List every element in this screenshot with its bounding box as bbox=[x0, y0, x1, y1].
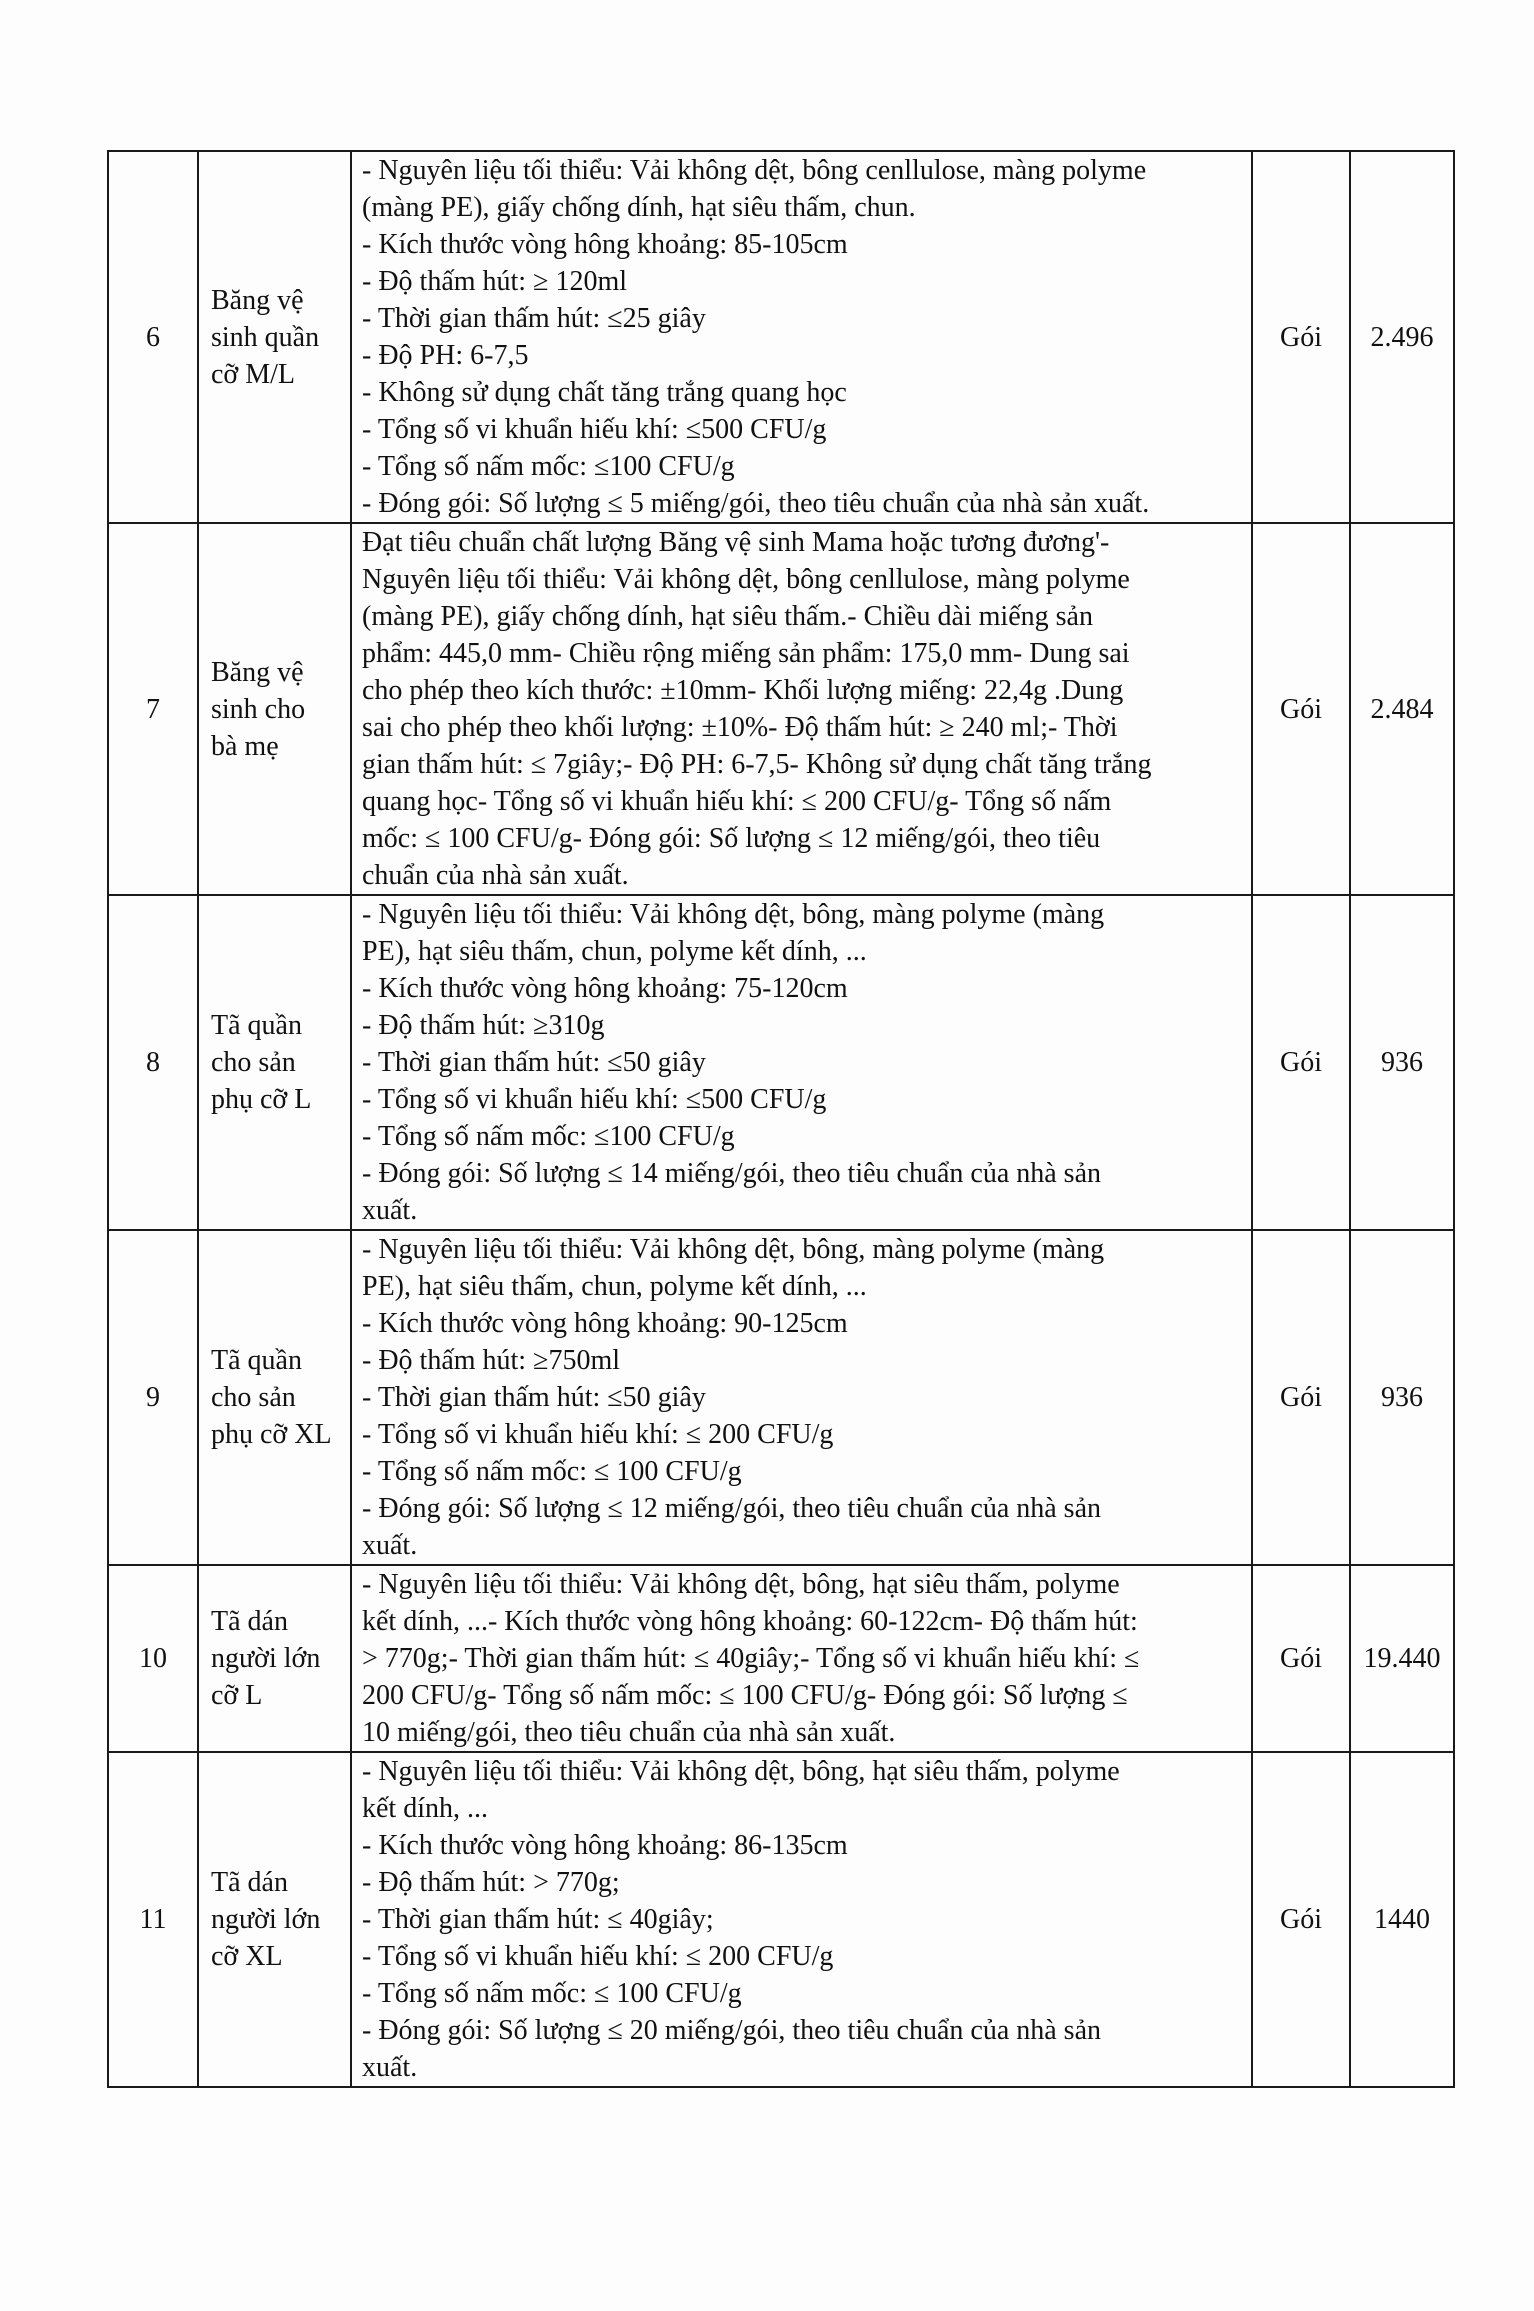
unit: Gói bbox=[1252, 1230, 1350, 1565]
product-name bbox=[198, 151, 351, 523]
specification-line: - Tổng số nấm mốc: ≤ 100 CFU/g bbox=[362, 1456, 742, 1487]
product-name-line: cho sản bbox=[211, 1047, 296, 1078]
specification-line: - Đóng gói: Số lượng ≤ 5 miếng/gói, theo tiêu chuẩn của nhà sản xuất. bbox=[362, 488, 1150, 519]
quantity: 2.496 bbox=[1350, 151, 1454, 523]
row-number: 11 bbox=[108, 1752, 198, 2087]
specification-table-body bbox=[108, 151, 1454, 2087]
unit: Gói bbox=[1252, 1565, 1350, 1752]
specification-line: - Đóng gói: Số lượng ≤ 12 miếng/gói, theo tiêu chuẩn của nhà sản bbox=[362, 1493, 1102, 1524]
product-name bbox=[198, 1230, 351, 1565]
product-name-line: cỡ L bbox=[211, 1680, 263, 1711]
specification-table bbox=[107, 150, 1455, 2088]
specification-line: - Tổng số vi khuẩn hiếu khí: ≤ 200 CFU/g bbox=[362, 1941, 834, 1972]
specification-line: quang học- Tổng số vi khuẩn hiếu khí: ≤ 200 CFU/g- Tổng số nấm bbox=[362, 786, 1112, 817]
row-number: 9 bbox=[108, 1230, 198, 1565]
row-number: 6 bbox=[108, 151, 198, 523]
specification-line: cho phép theo kích thước: ±10mm- Khối lượng miếng: 22,4g .Dung bbox=[362, 675, 1124, 706]
unit: Gói bbox=[1252, 1752, 1350, 2087]
specification-line: - Không sử dụng chất tăng trắng quang học bbox=[362, 377, 847, 408]
specification-line: xuất. bbox=[362, 2052, 418, 2083]
quantity: 1440 bbox=[1350, 1752, 1454, 2087]
specification-line: - Kích thước vòng hông khoảng: 86-135cm bbox=[362, 1830, 848, 1861]
specification-line: 10 miếng/gói, theo tiêu chuẩn của nhà sản xuất. bbox=[362, 1717, 896, 1748]
product-name bbox=[198, 1565, 351, 1752]
product-name-line: Băng vệ bbox=[211, 656, 304, 688]
specification-line: - Kích thước vòng hông khoảng: 90-125cm bbox=[362, 1308, 848, 1339]
specification-line: chuẩn của nhà sản xuất. bbox=[362, 860, 629, 891]
specification-line: - Tổng số vi khuẩn hiếu khí: ≤500 CFU/g bbox=[362, 1084, 827, 1115]
product-name-line: người lớn bbox=[211, 1904, 321, 1935]
table-row bbox=[108, 151, 1454, 523]
product-name-line: Tã dán bbox=[211, 1867, 288, 1898]
product-name-line: sinh cho bbox=[211, 693, 306, 725]
specification-line: - Độ thấm hút: ≥ 120ml bbox=[362, 266, 628, 297]
row-number: 7 bbox=[108, 523, 198, 895]
specification-line: - Tổng số vi khuẩn hiếu khí: ≤ 200 CFU/g bbox=[362, 1419, 834, 1450]
specification-line: (màng PE), giấy chống dính, hạt siêu thấm, chun. bbox=[362, 192, 916, 223]
specification-line: kết dính, ... bbox=[362, 1793, 488, 1824]
technical-specification bbox=[351, 151, 1252, 523]
specification-line: - Nguyên liệu tối thiểu: Vải không dệt, bông, màng polyme (màng bbox=[362, 899, 1105, 930]
quantity: 936 bbox=[1350, 895, 1454, 1230]
product-name-line: Tã quần bbox=[211, 1345, 302, 1376]
row-number: 10 bbox=[108, 1565, 198, 1752]
unit: Gói bbox=[1252, 151, 1350, 523]
technical-specification bbox=[351, 1565, 1252, 1752]
specification-line: PE), hạt siêu thấm, chun, polyme kết dính, ... bbox=[362, 936, 867, 967]
specification-line: xuất. bbox=[362, 1195, 418, 1226]
specification-line: - Đóng gói: Số lượng ≤ 20 miếng/gói, theo tiêu chuẩn của nhà sản bbox=[362, 2015, 1102, 2046]
specification-line: (màng PE), giấy chống dính, hạt siêu thấm.- Chiều dài miếng sản bbox=[362, 601, 1093, 632]
specification-line: - Nguyên liệu tối thiểu: Vải không dệt, bông cenllulose, màng polyme bbox=[362, 155, 1147, 186]
specification-line: - Thời gian thấm hút: ≤50 giây bbox=[362, 1047, 706, 1078]
technical-specification bbox=[351, 523, 1252, 895]
specification-line: PE), hạt siêu thấm, chun, polyme kết dính, ... bbox=[362, 1271, 867, 1302]
quantity: 936 bbox=[1350, 1230, 1454, 1565]
unit: Gói bbox=[1252, 523, 1350, 895]
specification-line: - Độ thấm hút: > 770g; bbox=[362, 1867, 620, 1898]
product-name-line: Tã dán bbox=[211, 1606, 288, 1637]
specification-line: - Tổng số nấm mốc: ≤ 100 CFU/g bbox=[362, 1978, 742, 2009]
specification-line: - Kích thước vòng hông khoảng: 75-120cm bbox=[362, 973, 848, 1004]
row-number: 8 bbox=[108, 895, 198, 1230]
technical-specification bbox=[351, 1230, 1252, 1565]
product-name bbox=[198, 895, 351, 1230]
product-name-line: Tã quần bbox=[211, 1010, 302, 1041]
product-name-line: cho sản bbox=[211, 1382, 296, 1413]
specification-line: - Độ PH: 6-7,5 bbox=[362, 340, 529, 371]
technical-specification bbox=[351, 1752, 1252, 2087]
specification-line: mốc: ≤ 100 CFU/g- Đóng gói: Số lượng ≤ 12 miếng/gói, theo tiêu bbox=[362, 823, 1101, 854]
specification-line: - Thời gian thấm hút: ≤25 giây bbox=[362, 303, 706, 334]
table-row bbox=[108, 1752, 1454, 2087]
table-row bbox=[108, 895, 1454, 1230]
product-name-line: cỡ XL bbox=[211, 1941, 283, 1972]
product-name-line: người lớn bbox=[211, 1643, 321, 1674]
specification-line: - Nguyên liệu tối thiểu: Vải không dệt, bông, hạt siêu thấm, polyme bbox=[362, 1569, 1120, 1600]
specification-line: sai cho phép theo khối lượng: ±10%- Độ thấm hút: ≥ 240 ml;- Thời bbox=[362, 712, 1118, 743]
specification-line: - Nguyên liệu tối thiểu: Vải không dệt, bông, màng polyme (màng bbox=[362, 1234, 1105, 1265]
product-name-line: cỡ M/L bbox=[211, 358, 296, 390]
table-row bbox=[108, 1230, 1454, 1565]
product-name bbox=[198, 523, 351, 895]
product-name-line: bà mẹ bbox=[211, 730, 279, 762]
specification-line: Đạt tiêu chuẩn chất lượng Băng vệ sinh Mama hoặc tương đương'- bbox=[362, 527, 1110, 558]
quantity: 2.484 bbox=[1350, 523, 1454, 895]
product-name-line: sinh quần bbox=[211, 321, 320, 353]
technical-specification bbox=[351, 895, 1252, 1230]
unit: Gói bbox=[1252, 895, 1350, 1230]
product-name-line: phụ cỡ L bbox=[211, 1084, 312, 1115]
specification-line: - Kích thước vòng hông khoảng: 85-105cm bbox=[362, 229, 848, 260]
product-name-line: phụ cỡ XL bbox=[211, 1419, 332, 1450]
specification-line: - Nguyên liệu tối thiểu: Vải không dệt, bông, hạt siêu thấm, polyme bbox=[362, 1756, 1120, 1787]
specification-line: xuất. bbox=[362, 1530, 418, 1561]
table-row bbox=[108, 523, 1454, 895]
product-name bbox=[198, 1752, 351, 2087]
specification-line: gian thấm hút: ≤ 7giây;- Độ PH: 6-7,5- Không sử dụng chất tăng trắng bbox=[362, 749, 1152, 780]
specification-line: - Thời gian thấm hút: ≤50 giây bbox=[362, 1382, 706, 1413]
specification-line: - Tổng số vi khuẩn hiếu khí: ≤500 CFU/g bbox=[362, 414, 827, 445]
table-row bbox=[108, 1565, 1454, 1752]
specification-line: - Độ thấm hút: ≥310g bbox=[362, 1010, 605, 1041]
specification-line: - Tổng số nấm mốc: ≤100 CFU/g bbox=[362, 451, 735, 482]
specification-line: kết dính, ...- Kích thước vòng hông khoảng: 60-122cm- Độ thấm hút: bbox=[362, 1606, 1138, 1637]
specification-line: - Thời gian thấm hút: ≤ 40giây; bbox=[362, 1904, 714, 1935]
specification-line: > 770g;- Thời gian thấm hút: ≤ 40giây;- Tổng số vi khuẩn hiếu khí: ≤ bbox=[362, 1643, 1140, 1674]
product-name-line: Băng vệ bbox=[211, 284, 304, 316]
specification-line: Nguyên liệu tối thiểu: Vải không dệt, bông cenllulose, màng polyme bbox=[362, 564, 1130, 595]
specification-line: - Đóng gói: Số lượng ≤ 14 miếng/gói, theo tiêu chuẩn của nhà sản bbox=[362, 1158, 1102, 1189]
specification-line: 200 CFU/g- Tổng số nấm mốc: ≤ 100 CFU/g- Đóng gói: Số lượng ≤ bbox=[362, 1680, 1128, 1711]
specification-line: phẩm: 445,0 mm- Chiều rộng miếng sản phẩm: 175,0 mm- Dung sai bbox=[362, 638, 1130, 669]
specification-line: - Tổng số nấm mốc: ≤100 CFU/g bbox=[362, 1121, 735, 1152]
quantity: 19.440 bbox=[1350, 1565, 1454, 1752]
specification-line: - Độ thấm hút: ≥750ml bbox=[362, 1345, 621, 1376]
